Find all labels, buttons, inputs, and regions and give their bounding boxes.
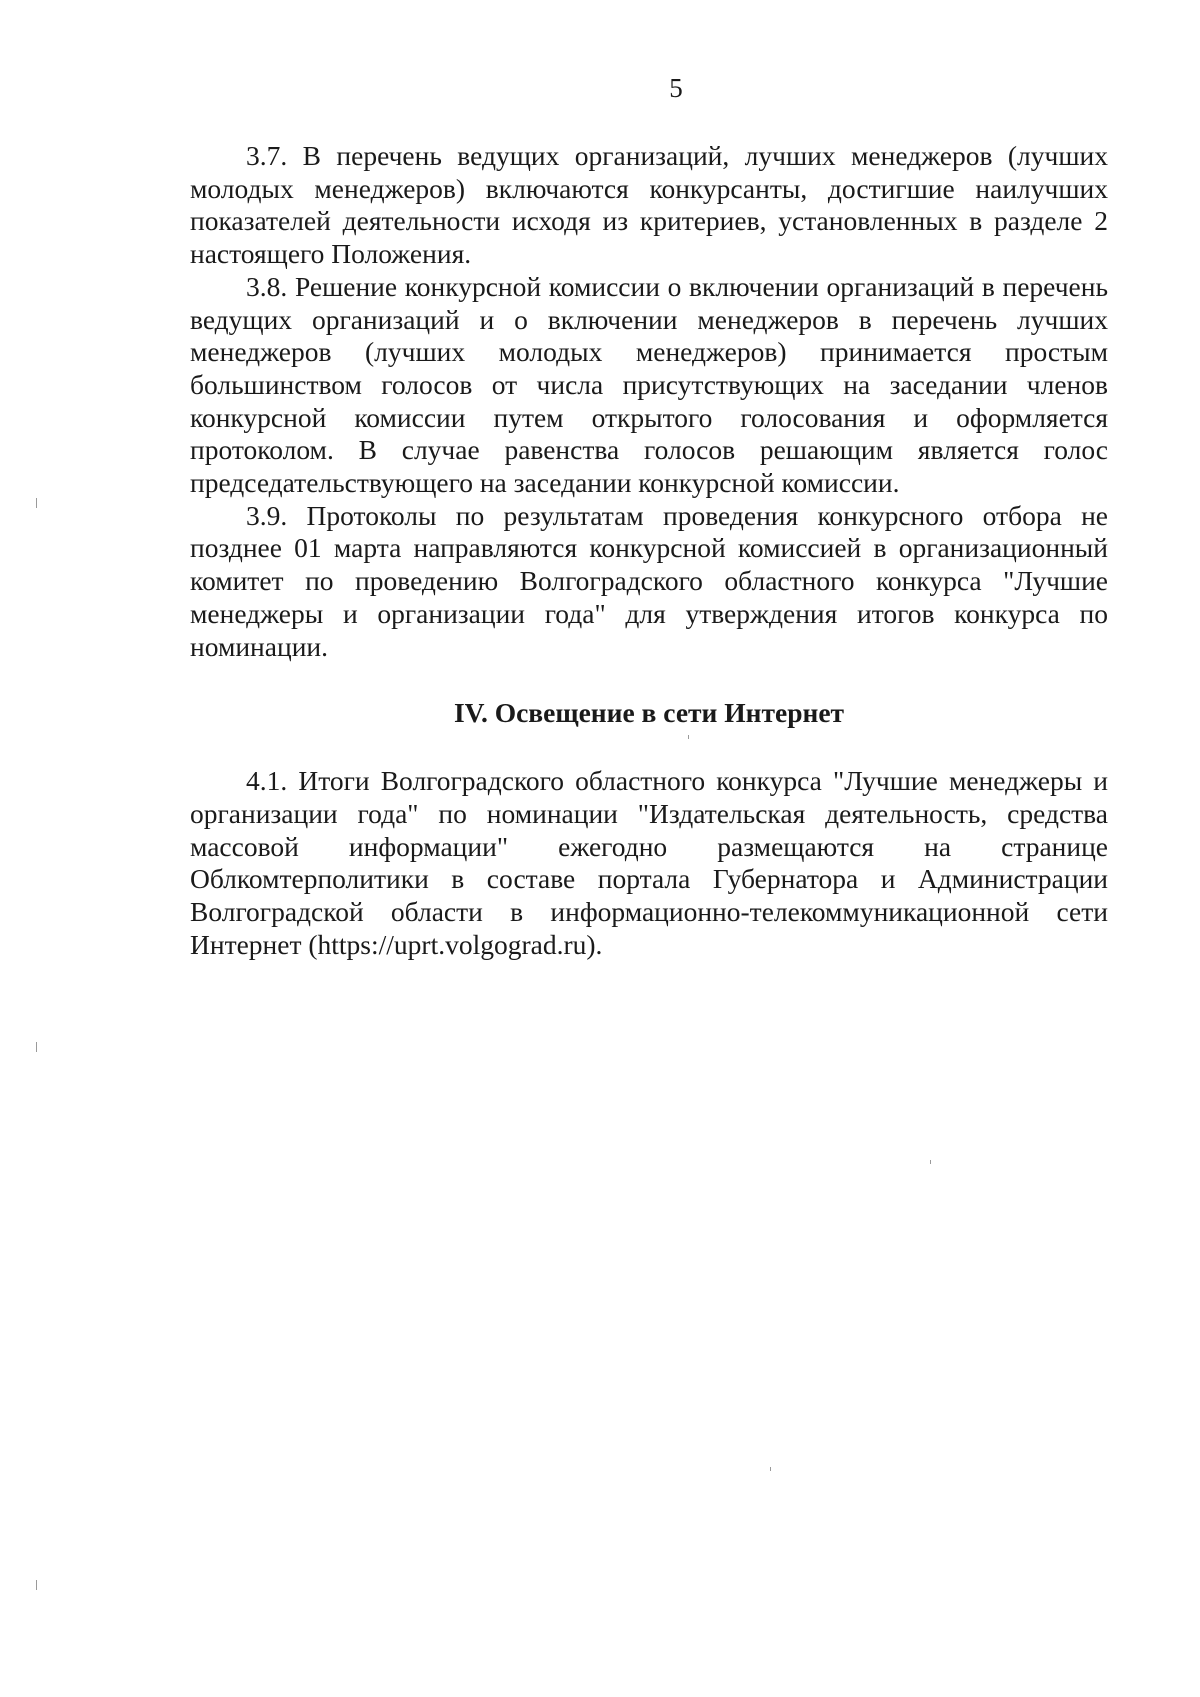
page-number: 5 [669, 73, 683, 103]
paragraph-3-7: 3.7. В перечень ведущих организаций, лучших менеджеров (лучших молодых менеджеров) включаются конкурсанты, достигшие наилучших показателей деятельности исходя из критериев, установленных в разделе 2 настоящего Положения. [190, 140, 1108, 270]
paragraph-4-1: 4.1. Итоги Волгоградского областного конкурса "Лучшие менеджеры и организации года" по номинации "Издательская деятельность, средства массовой информации" ежегодно размещаются на странице Облкомтерполитики в составе портала Губернатора и Администрации Волгоградской области в информационно-телекоммуникационной сети Интернет (https://uprt.volgograd.ru). [190, 765, 1108, 960]
section-gap [190, 729, 1108, 765]
paragraph-3-8: 3.8. Решение конкурсной комиссии о включении организаций в перечень ведущих организаций и о включении менеджеров в перечень лучших менеджеров (лучших молодых менеджеров) принимается простым большинством голосов от числа присутствующих на заседании членов конкурсной комиссии путем открытого голосования и оформляется протоколом. В случае равенства голосов решающим является голос председательствующего на заседании конкурсной комиссии. [190, 270, 1108, 499]
scan-speck [36, 1042, 37, 1052]
section-heading-iv: IV. Освещение в сети Интернет [453, 697, 845, 729]
scan-speck [770, 1467, 771, 1471]
scan-speck [36, 1580, 37, 1590]
scan-speck [930, 1160, 931, 1164]
scan-speck [36, 498, 37, 508]
document-body [190, 140, 1108, 961]
paragraph-3-9: 3.9. Протоколы по результатам проведения конкурсного отбора не позднее 01 марта направляются конкурсной комиссией в организационный комитет по проведению Волгоградского областного конкурса "Лучшие менеджеры и организации года" для утверждения итогов конкурса по номинации. [190, 499, 1108, 662]
scan-speck [688, 735, 689, 739]
